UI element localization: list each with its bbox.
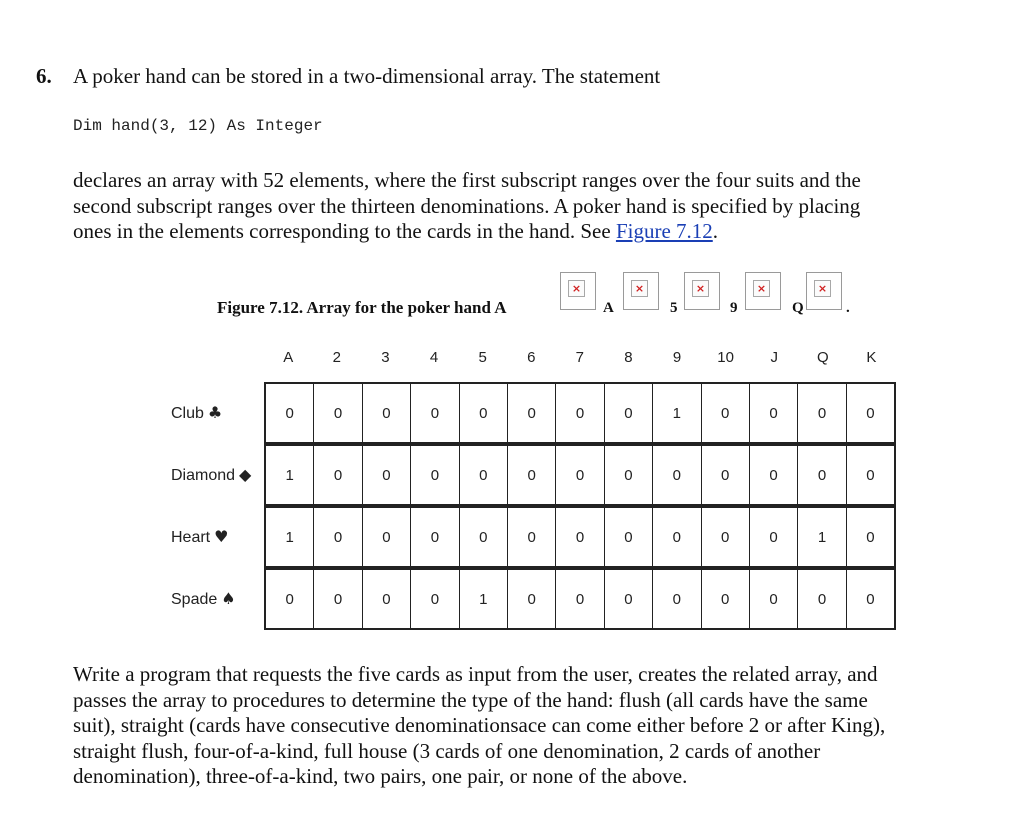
grid-cell: 0 xyxy=(702,384,750,442)
suit-name: Club xyxy=(171,405,204,422)
grid-cell: 0 xyxy=(460,384,508,442)
grid-cell: 0 xyxy=(314,508,362,566)
row-label-club xyxy=(171,403,222,423)
column-header: 9 xyxy=(672,349,682,366)
grid-cell: 1 xyxy=(266,446,314,504)
column-header: A xyxy=(283,349,294,366)
grid-cell: 0 xyxy=(314,446,362,504)
grid-cell: 0 xyxy=(363,446,411,504)
diamond-icon: ◆ xyxy=(239,465,252,484)
problem-number: 6. xyxy=(36,64,52,88)
card-label: Q xyxy=(792,300,804,316)
column-header: 2 xyxy=(332,349,342,366)
grid-cell: 1 xyxy=(266,508,314,566)
spade-icon: ♠ xyxy=(221,589,236,608)
grid-cell: 0 xyxy=(363,508,411,566)
grid-cell: 0 xyxy=(866,590,875,608)
row-label-heart xyxy=(171,527,228,547)
suit-name: Spade xyxy=(171,591,218,608)
grid-cell: 0 xyxy=(798,446,846,504)
grid-cell: 0 xyxy=(653,570,701,628)
column-header: 3 xyxy=(381,349,390,366)
grid-cell: 0 xyxy=(508,384,556,442)
grid-cell: 0 xyxy=(508,508,556,566)
grid-cell: 0 xyxy=(605,446,653,504)
broken-image-icon xyxy=(623,272,659,310)
heart-icon: ♥ xyxy=(214,527,229,546)
close-icon: × xyxy=(631,280,648,297)
suit-name: Heart xyxy=(171,529,211,546)
grid-cell: 1 xyxy=(653,384,701,442)
grid-cell: 0 xyxy=(556,570,604,628)
card-label: . xyxy=(846,300,850,316)
paragraph-line: Write a program that requests the five cards as input from the user, creates the related array, and xyxy=(73,662,878,686)
grid-cell: 0 xyxy=(750,570,798,628)
column-header: 7 xyxy=(575,349,585,366)
card-label: A xyxy=(603,300,614,316)
grid-row-diamond xyxy=(264,444,896,506)
grid-cell: 0 xyxy=(702,570,750,628)
grid-cell: 0 xyxy=(266,384,314,442)
grid-cell: 0 xyxy=(508,446,556,504)
grid-cell: 0 xyxy=(556,508,604,566)
grid-cell: 0 xyxy=(363,570,411,628)
grid-cell: 0 xyxy=(702,508,750,566)
grid-row-club xyxy=(264,382,896,444)
code-statement: Dim hand(3, 12) As Integer xyxy=(73,117,323,135)
grid-cell: 0 xyxy=(411,446,459,504)
grid-cell: 0 xyxy=(605,384,653,442)
close-icon: × xyxy=(814,280,831,297)
grid-cell: 0 xyxy=(798,570,846,628)
grid-cell: 0 xyxy=(556,446,604,504)
paragraph-task xyxy=(73,662,885,790)
grid-cell: 0 xyxy=(750,384,798,442)
paragraph-line: suit), straight (cards have consecutive denominationsace can come either before 2 or after King), xyxy=(73,713,886,737)
column-header: Q xyxy=(817,349,829,366)
grid-cell: 0 xyxy=(605,570,653,628)
column-header: 10 xyxy=(717,349,734,366)
problem-intro: A poker hand can be stored in a two-dimensional array. The statement xyxy=(73,64,661,88)
grid-cell: 0 xyxy=(411,384,459,442)
club-icon: ♣ xyxy=(207,403,223,422)
grid-cell: 0 xyxy=(460,446,508,504)
grid-cell: 0 xyxy=(866,528,875,546)
close-icon: × xyxy=(753,280,770,297)
paragraph-text: ones in the elements corresponding to the cards in the hand. See xyxy=(73,219,616,243)
paragraph-array-description xyxy=(73,168,861,245)
broken-image-icon xyxy=(560,272,596,310)
card-label: 9 xyxy=(730,300,738,316)
row-label-spade xyxy=(171,589,236,609)
grid-cell: 0 xyxy=(750,508,798,566)
grid-row-spade xyxy=(264,568,896,630)
broken-image-icon xyxy=(806,272,842,310)
column-header: 6 xyxy=(527,349,536,366)
grid-cell: 0 xyxy=(363,384,411,442)
column-header: K xyxy=(866,349,877,366)
close-icon: × xyxy=(568,280,585,297)
paragraph-text: . xyxy=(712,219,719,243)
grid-cell: 0 xyxy=(266,570,314,628)
column-header: J xyxy=(770,349,778,366)
card-label: 5 xyxy=(670,300,678,316)
row-label-diamond xyxy=(171,465,251,485)
column-header: 5 xyxy=(478,349,487,366)
grid-cell: 0 xyxy=(866,466,875,484)
column-header: 8 xyxy=(624,349,633,366)
grid-cell: 0 xyxy=(314,384,362,442)
grid-row-heart xyxy=(264,506,896,568)
grid-cell: 0 xyxy=(411,508,459,566)
grid-cell: 0 xyxy=(653,446,701,504)
paragraph-line: straight flush, four-of-a-kind, full house (3 cards of one denomination, 2 cards of another xyxy=(73,738,821,763)
paragraph-line: second subscript ranges over the thirteen denominations. A poker hand is specified by placing xyxy=(73,193,861,218)
grid-cell: 0 xyxy=(866,404,875,422)
figure-caption: Figure 7.12. Array for the poker hand A xyxy=(217,298,507,317)
close-icon: × xyxy=(692,280,709,297)
grid-cell: 0 xyxy=(411,570,459,628)
paragraph-line: denomination), three-of-a-kind, two pairs, one pair, or none of the above. xyxy=(73,764,688,788)
grid-cell: 0 xyxy=(508,570,556,628)
grid-cell: 0 xyxy=(798,384,846,442)
column-header: 4 xyxy=(429,349,439,366)
figure-link[interactable]: Figure 7.12 xyxy=(615,219,713,243)
paragraph-line: declares an array with 52 elements, where the first subscript ranges over the four suits and the xyxy=(73,168,861,192)
grid-cell: 0 xyxy=(653,508,701,566)
grid-cell: 0 xyxy=(605,508,653,566)
broken-image-icon xyxy=(745,272,781,310)
grid-cell: 0 xyxy=(750,446,798,504)
paragraph-line: passes the array to procedures to determine the type of the hand: flush (all cards have the same xyxy=(73,687,868,712)
paragraph-line xyxy=(73,219,861,245)
grid-cell: 0 xyxy=(314,570,362,628)
grid-cell: 1 xyxy=(460,570,508,628)
grid-cell: 0 xyxy=(556,384,604,442)
suit-name: Diamond xyxy=(171,467,236,484)
broken-image-icon xyxy=(684,272,720,310)
grid-cell: 0 xyxy=(460,508,508,566)
grid-cell: 0 xyxy=(702,446,750,504)
grid-cell: 1 xyxy=(798,508,846,566)
